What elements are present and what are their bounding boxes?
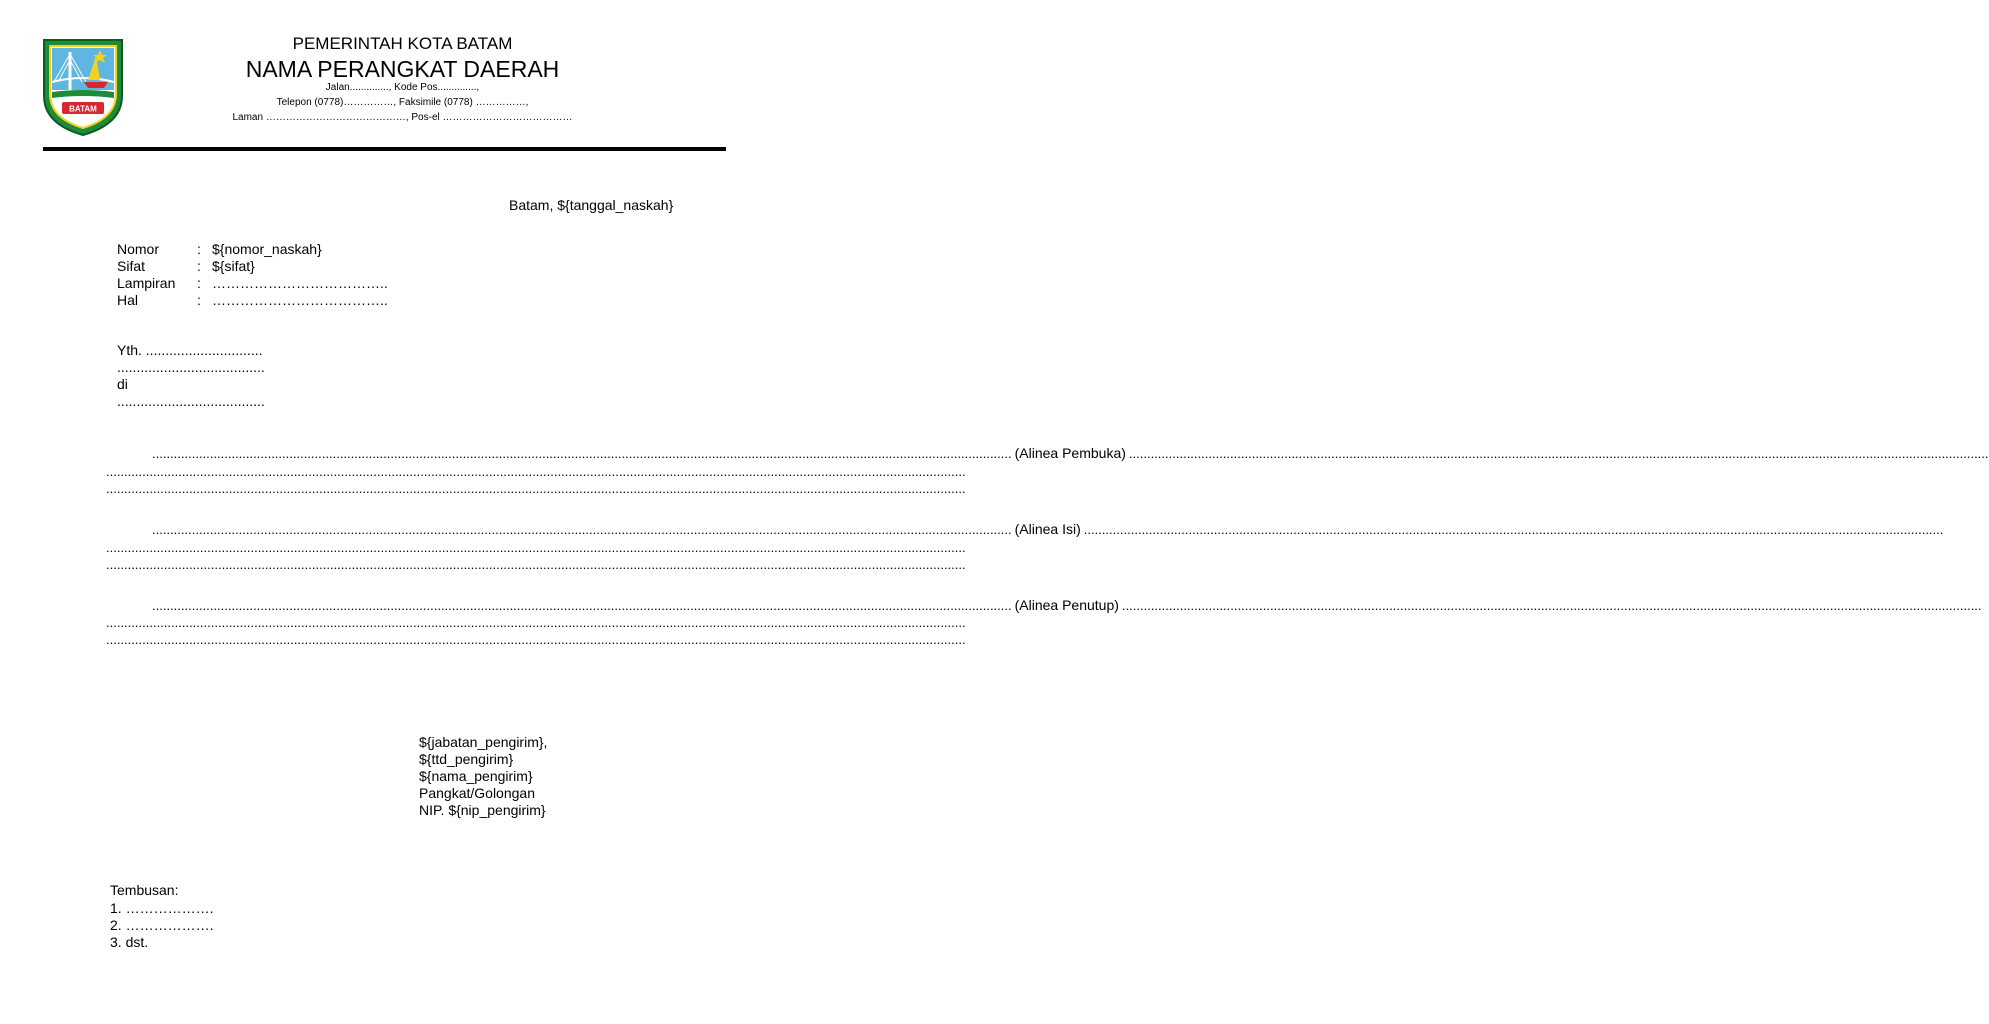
meta-label: Hal <box>117 292 139 308</box>
dot-leader: .............................................................................................................................................................................................................................................. <box>1083 522 1944 537</box>
opening-paragraph-first-line <box>152 445 1989 461</box>
meta-label: Sifat <box>117 258 146 274</box>
copies-title: Tembusan: <box>110 882 179 898</box>
address-line: Jalan.............., Kode Pos.............., <box>325 82 480 93</box>
dot-leader: .............................................................................................................................................................................................................................................. <box>152 446 1012 461</box>
paragraph-line: .............................................................................................................................................................................................................................................. <box>106 481 966 496</box>
meta-value: ……………………………….. <box>212 275 388 291</box>
closing-paragraph-label: (Alinea Penutup) <box>1014 597 1119 613</box>
meta-value: ${sifat} <box>212 258 255 274</box>
meta-separator: : <box>197 258 201 274</box>
paragraph-line: .............................................................................................................................................................................................................................................. <box>106 615 966 630</box>
sender-nip: NIP. ${nip_pengirim} <box>419 802 546 818</box>
meta-separator: : <box>197 292 201 308</box>
dot-leader: .............................................................................................................................................................................................................................................. <box>1121 598 1982 613</box>
dot-leader: .............................................................................................................................................................................................................................................. <box>1128 446 1989 461</box>
copies-item: 3. dst. <box>110 934 149 950</box>
recipient-line: Yth. .............................. <box>117 342 263 358</box>
department-name: NAMA PERANGKAT DAERAH <box>245 56 560 82</box>
paragraph-line: .............................................................................................................................................................................................................................................. <box>106 464 966 479</box>
paragraph-line: .............................................................................................................................................................................................................................................. <box>106 540 966 555</box>
sender-signature: ${ttd_pengirim} <box>419 751 514 767</box>
sender-name: ${nama_pengirim} <box>419 768 533 784</box>
copies-item: 1. ………………. <box>110 900 214 916</box>
meta-value: ……………………………….. <box>212 292 388 308</box>
sender-rank: Pangkat/Golongan <box>419 785 535 801</box>
place-date: Batam, ${tanggal_naskah} <box>509 197 674 213</box>
batam-city-emblem <box>40 36 126 138</box>
opening-paragraph-label: (Alinea Pembuka) <box>1014 445 1126 461</box>
content-paragraph-first-line <box>152 521 1944 537</box>
recipient-line: ...................................... <box>117 393 265 409</box>
meta-separator: : <box>197 275 201 291</box>
recipient-line: ...................................... <box>117 359 265 375</box>
meta-separator: : <box>197 241 201 257</box>
dot-leader: .............................................................................................................................................................................................................................................. <box>152 522 1012 537</box>
copies-item: 2. ………………. <box>110 917 214 933</box>
paragraph-line: .............................................................................................................................................................................................................................................. <box>106 557 966 572</box>
recipient-location-label: di <box>117 376 128 392</box>
phone-fax-line: Telepon (0778)……………, Faksimile (0778) ……………, <box>276 97 529 108</box>
meta-label: Lampiran <box>117 275 176 291</box>
sender-position: ${jabatan_pengirim}, <box>419 734 548 750</box>
meta-label: Nomor <box>117 241 160 257</box>
letterhead-divider <box>43 147 726 151</box>
svg-text:BATAM: BATAM <box>69 104 97 114</box>
content-paragraph-label: (Alinea Isi) <box>1014 521 1081 537</box>
paragraph-line: .............................................................................................................................................................................................................................................. <box>106 632 966 647</box>
government-name: PEMERINTAH KOTA BATAM <box>292 34 513 53</box>
dot-leader: .............................................................................................................................................................................................................................................. <box>152 598 1012 613</box>
web-email-line: Laman ……………………………………, Pos-el ………………………………… <box>232 112 573 123</box>
closing-paragraph-first-line <box>152 597 1982 613</box>
meta-value: ${nomor_naskah} <box>212 241 322 257</box>
